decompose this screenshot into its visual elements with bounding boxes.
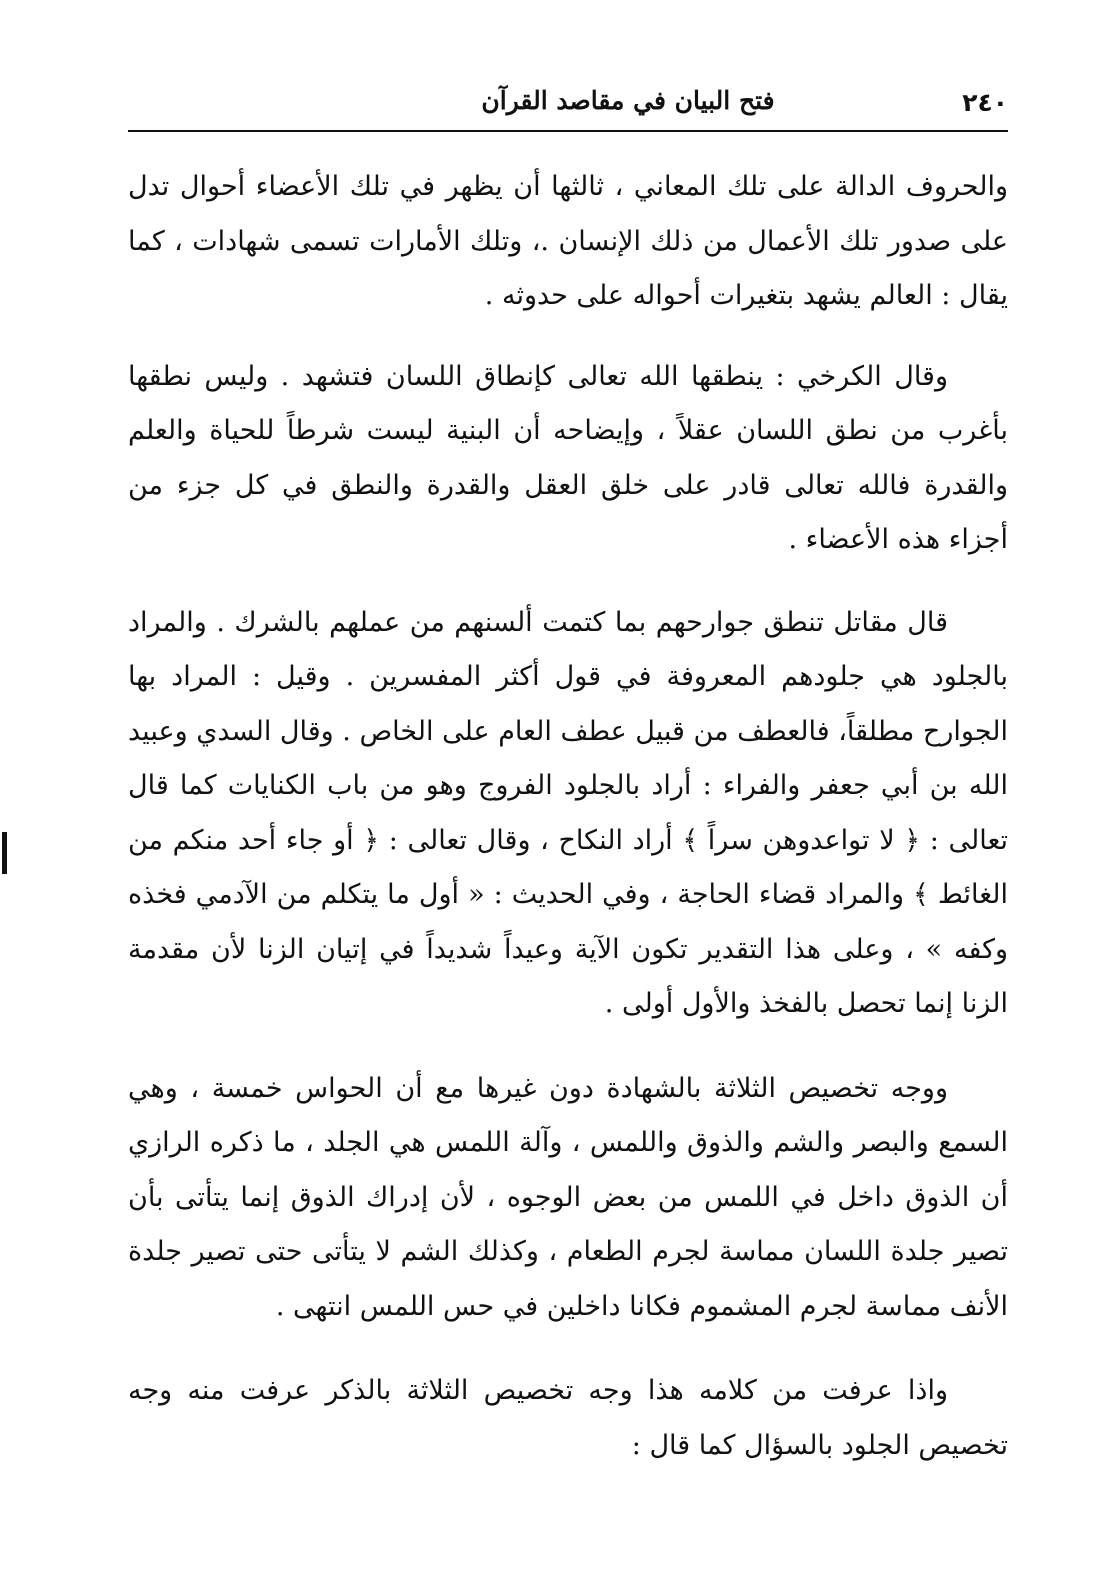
page-header <box>128 82 1008 126</box>
running-title: فتح البيان في مقاصد القرآن <box>481 86 775 115</box>
scan-margin-mark <box>2 832 7 874</box>
body-text <box>128 160 1008 1473</box>
paragraph-2: وقال الكرخي : ينطقها الله تعالى كإنطاق اللسان فتشهد . وليس نطقها بأغرب من نطق اللسان عقلاً ، وإيضاحه أن البنية ليست شرطاً للحياة والعلم والقدرة فالله تعالى قادر على خلق العقل والقدرة والنطق في كل جزء من أجزاء هذه الأعضاء . <box>128 360 1008 555</box>
paragraph-3: قال مقاتل تنطق جوارحهم بما كتمت ألسنهم من عملهم بالشرك . والمراد بالجلود هي جلودهم المعروفة في قول أكثر المفسرين . وقيل : المراد بها الجوارح مطلقاً، فالعطف من قبيل عطف العام على الخاص . وقال السدي وعبيد الله بن أبي جعفر والفراء : أراد بالجلود الفروج وهو من باب الكنايات كما قال تعالى : ﴿ لا تواعدوهن سراً ﴾ أراد النكاح ، وقال تعالى : ﴿ أو جاء أحد منكم من الغائط ﴾ والمراد قضاء الحاجة ، وفي الحديث : « أول ما يتكلم من الآدمي فخذه وكفه » ، وعلى هذا التقدير تكون الآية وعيداً شديداً في إتيان الزنا لأن مقدمة الزنا إنما تحصل بالفخذ والأول أولى . <box>128 606 1008 1019</box>
header-rule <box>128 130 1008 132</box>
paragraph-1: والحروف الدالة على تلك المعاني ، ثالثها أن يظهر في تلك الأعضاء أحوال تدل على صدور تلك الأعمال من ذلك الإنسان .، وتلك الأمارات تسمى شهادات ، كما يقال : العالم يشهد بتغيرات أحواله على حدوثه . <box>128 171 1008 311</box>
paragraph-4: ووجه تخصيص الثلاثة بالشهادة دون غيرها مع أن الحواس خمسة ، وهي السمع والبصر والشم والذوق واللمس ، وآلة اللمس هي الجلد ، ما ذكره الرازي أن الذوق داخل في اللمس من بعض الوجوه ، لأن إدراك الذوق إنما يتأتى بأن تصير جلدة اللسان مماسة لجرم الطعام ، وكذلك الشم لا يتأتى حتى تصير جلدة الأنف مماسة لجرم المشموم فكانا داخلين في حس اللمس انتهى . <box>128 1072 1008 1322</box>
page-number: ٢٤٠ <box>962 88 1008 117</box>
paragraph-5: واذا عرفت من كلامه هذا وجه تخصيص الثلاثة بالذكر عرفت منه وجه تخصيص الجلود بالسؤال كما قال : <box>128 1375 1008 1461</box>
